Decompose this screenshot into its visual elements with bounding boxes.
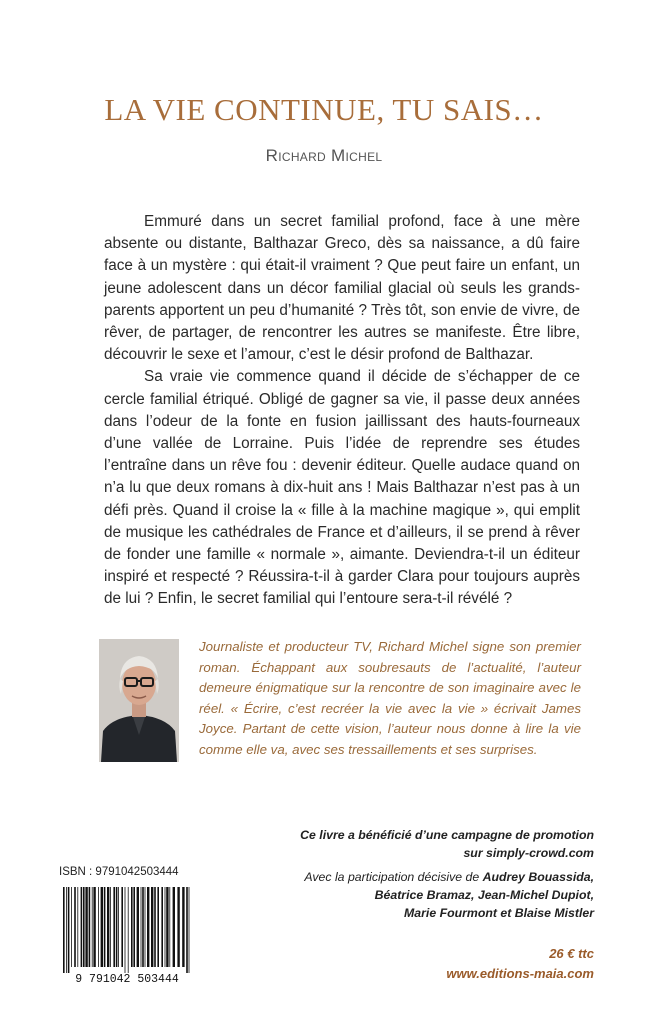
isbn-label: ISBN : 9791042503444 bbox=[59, 866, 179, 878]
author-bio: Journaliste et producteur TV, Richard Michel signe son premier roman. Échappant aux soubresauts de l’actualité, l’auteur demeure énigmatique sur la rencontre de son imaginaire avec le réel. « Écrire, c’est recréer la vie avec la vie » écrivait James Joyce. Partant de cette vision, l’auteur nous donne à lire la vie comme elle va, avec ses tressaillements et ses surprises. bbox=[199, 639, 581, 757]
barcode-digits: 9 791042 503444 bbox=[75, 973, 179, 985]
synopsis-paragraph: Emmuré dans un secret familial profond, face à une mère absente ou distante, Balthazar Greco, dès sa naissance, a dû faire face à un mystère : qui était-il vraiment ? Que peut faire un enfant, un jeune adolescent dans un décor familial glacial où seuls les grands-parents apportent un peu d’humanité ? Très tôt, son envie de vivre, de rêver, de partager, de rencontrer les autres se manifeste. Être libre, découvrir le sexe et l’amour, c’est le désir profond de Balthazar. bbox=[104, 213, 580, 364]
participant-name: Audrey Bouassida, bbox=[482, 870, 594, 884]
barcode-bar bbox=[166, 887, 168, 967]
barcode-bar bbox=[137, 887, 139, 967]
barcode-bar bbox=[133, 887, 135, 967]
author-photo bbox=[99, 639, 179, 762]
barcode-bar bbox=[68, 887, 70, 973]
barcode-bar bbox=[104, 887, 106, 967]
barcode-bar bbox=[142, 887, 144, 967]
participation-intro: Avec la participation décisive de bbox=[304, 870, 483, 884]
barcode-bar bbox=[147, 887, 149, 967]
barcode-bar bbox=[107, 887, 109, 967]
barcode-bar bbox=[161, 887, 163, 967]
promotion-line: Ce livre a bénéficié d’une campagne de promotion bbox=[300, 828, 594, 842]
barcode-bar bbox=[89, 887, 91, 967]
barcode-bar bbox=[177, 887, 179, 967]
barcode-bar bbox=[189, 887, 190, 973]
barcode-bar bbox=[81, 887, 83, 967]
participation-credits bbox=[264, 868, 594, 922]
synopsis bbox=[104, 211, 580, 611]
barcode-bar bbox=[121, 887, 123, 967]
barcode-bar bbox=[141, 887, 142, 967]
participation-line bbox=[264, 868, 594, 886]
barcode-bar bbox=[93, 887, 95, 967]
barcode-bar bbox=[116, 887, 118, 967]
promotion-note bbox=[264, 826, 594, 862]
barcode-bar bbox=[182, 887, 184, 967]
barcode-bar bbox=[63, 887, 65, 973]
barcode-bar bbox=[118, 887, 119, 967]
book-title: LA VIE CONTINUE, TU SAIS… bbox=[104, 92, 544, 127]
barcode-bar bbox=[128, 887, 129, 973]
barcode-bar bbox=[165, 887, 166, 967]
barcode-bar bbox=[85, 887, 87, 967]
barcode-bar bbox=[71, 887, 72, 967]
publisher-website[interactable]: www.editions-maia.com bbox=[446, 966, 594, 981]
isbn-barcode bbox=[57, 885, 197, 985]
promotion-line: sur simply-crowd.com bbox=[463, 846, 594, 860]
barcode-bar bbox=[92, 887, 93, 967]
participation-line: Béatrice Bramaz, Jean-Michel Dupiot, bbox=[374, 888, 594, 902]
barcode-bar bbox=[151, 887, 153, 967]
barcode-bar bbox=[113, 887, 115, 967]
price: 26 € ttc bbox=[549, 946, 594, 961]
barcode-bar bbox=[101, 887, 103, 967]
barcode-bar bbox=[66, 887, 67, 973]
barcode-bar bbox=[98, 887, 99, 967]
barcode-bar bbox=[131, 887, 133, 967]
barcode-bar bbox=[77, 887, 78, 967]
barcode-bar bbox=[145, 887, 146, 967]
author-portrait-image bbox=[99, 639, 179, 762]
barcode-bar bbox=[157, 887, 159, 967]
barcode-bar bbox=[169, 887, 170, 967]
barcode-bar bbox=[110, 887, 111, 967]
barcode-bar bbox=[186, 887, 188, 973]
barcode-bar bbox=[74, 887, 76, 967]
barcode-bar bbox=[154, 887, 156, 967]
barcode-bar bbox=[173, 887, 175, 967]
barcode-bar bbox=[125, 887, 126, 973]
synopsis-paragraph: Sa vraie vie commence quand il décide de s’échapper de ce cercle familial étriqué. Obligé de gagner sa vie, il passe deux années dans l’odeur de la fonte en fusion jaillissant des hauts-fourneaux d’une vallée de Lorraine. Puis l’idée de reprendre ses études l’entraîne dans un rêve fou : devenir éditeur. Quelle audace quand on n’a lu que deux romans à dix-huit ans ! Mais Balthazar n’est pas à un défi près. Quand il croise la « fille à la machine magique », qui emplit de musique les cathédrales de France et d’ailleurs, il se prend à rêver de fonder une famille « normale », aimante. Deviendra-t-il un éditeur inspiré et respecté ? Réussira-t-il à garder Clara pour toujours auprès de lui ? Enfin, le secret familial qui l’entoure sera-t-il révélé ? bbox=[104, 368, 580, 608]
participation-line: Marie Fourmont et Blaise Mistler bbox=[404, 906, 594, 920]
barcode-bar bbox=[83, 887, 85, 967]
author-name: Richard Michel bbox=[265, 146, 383, 165]
